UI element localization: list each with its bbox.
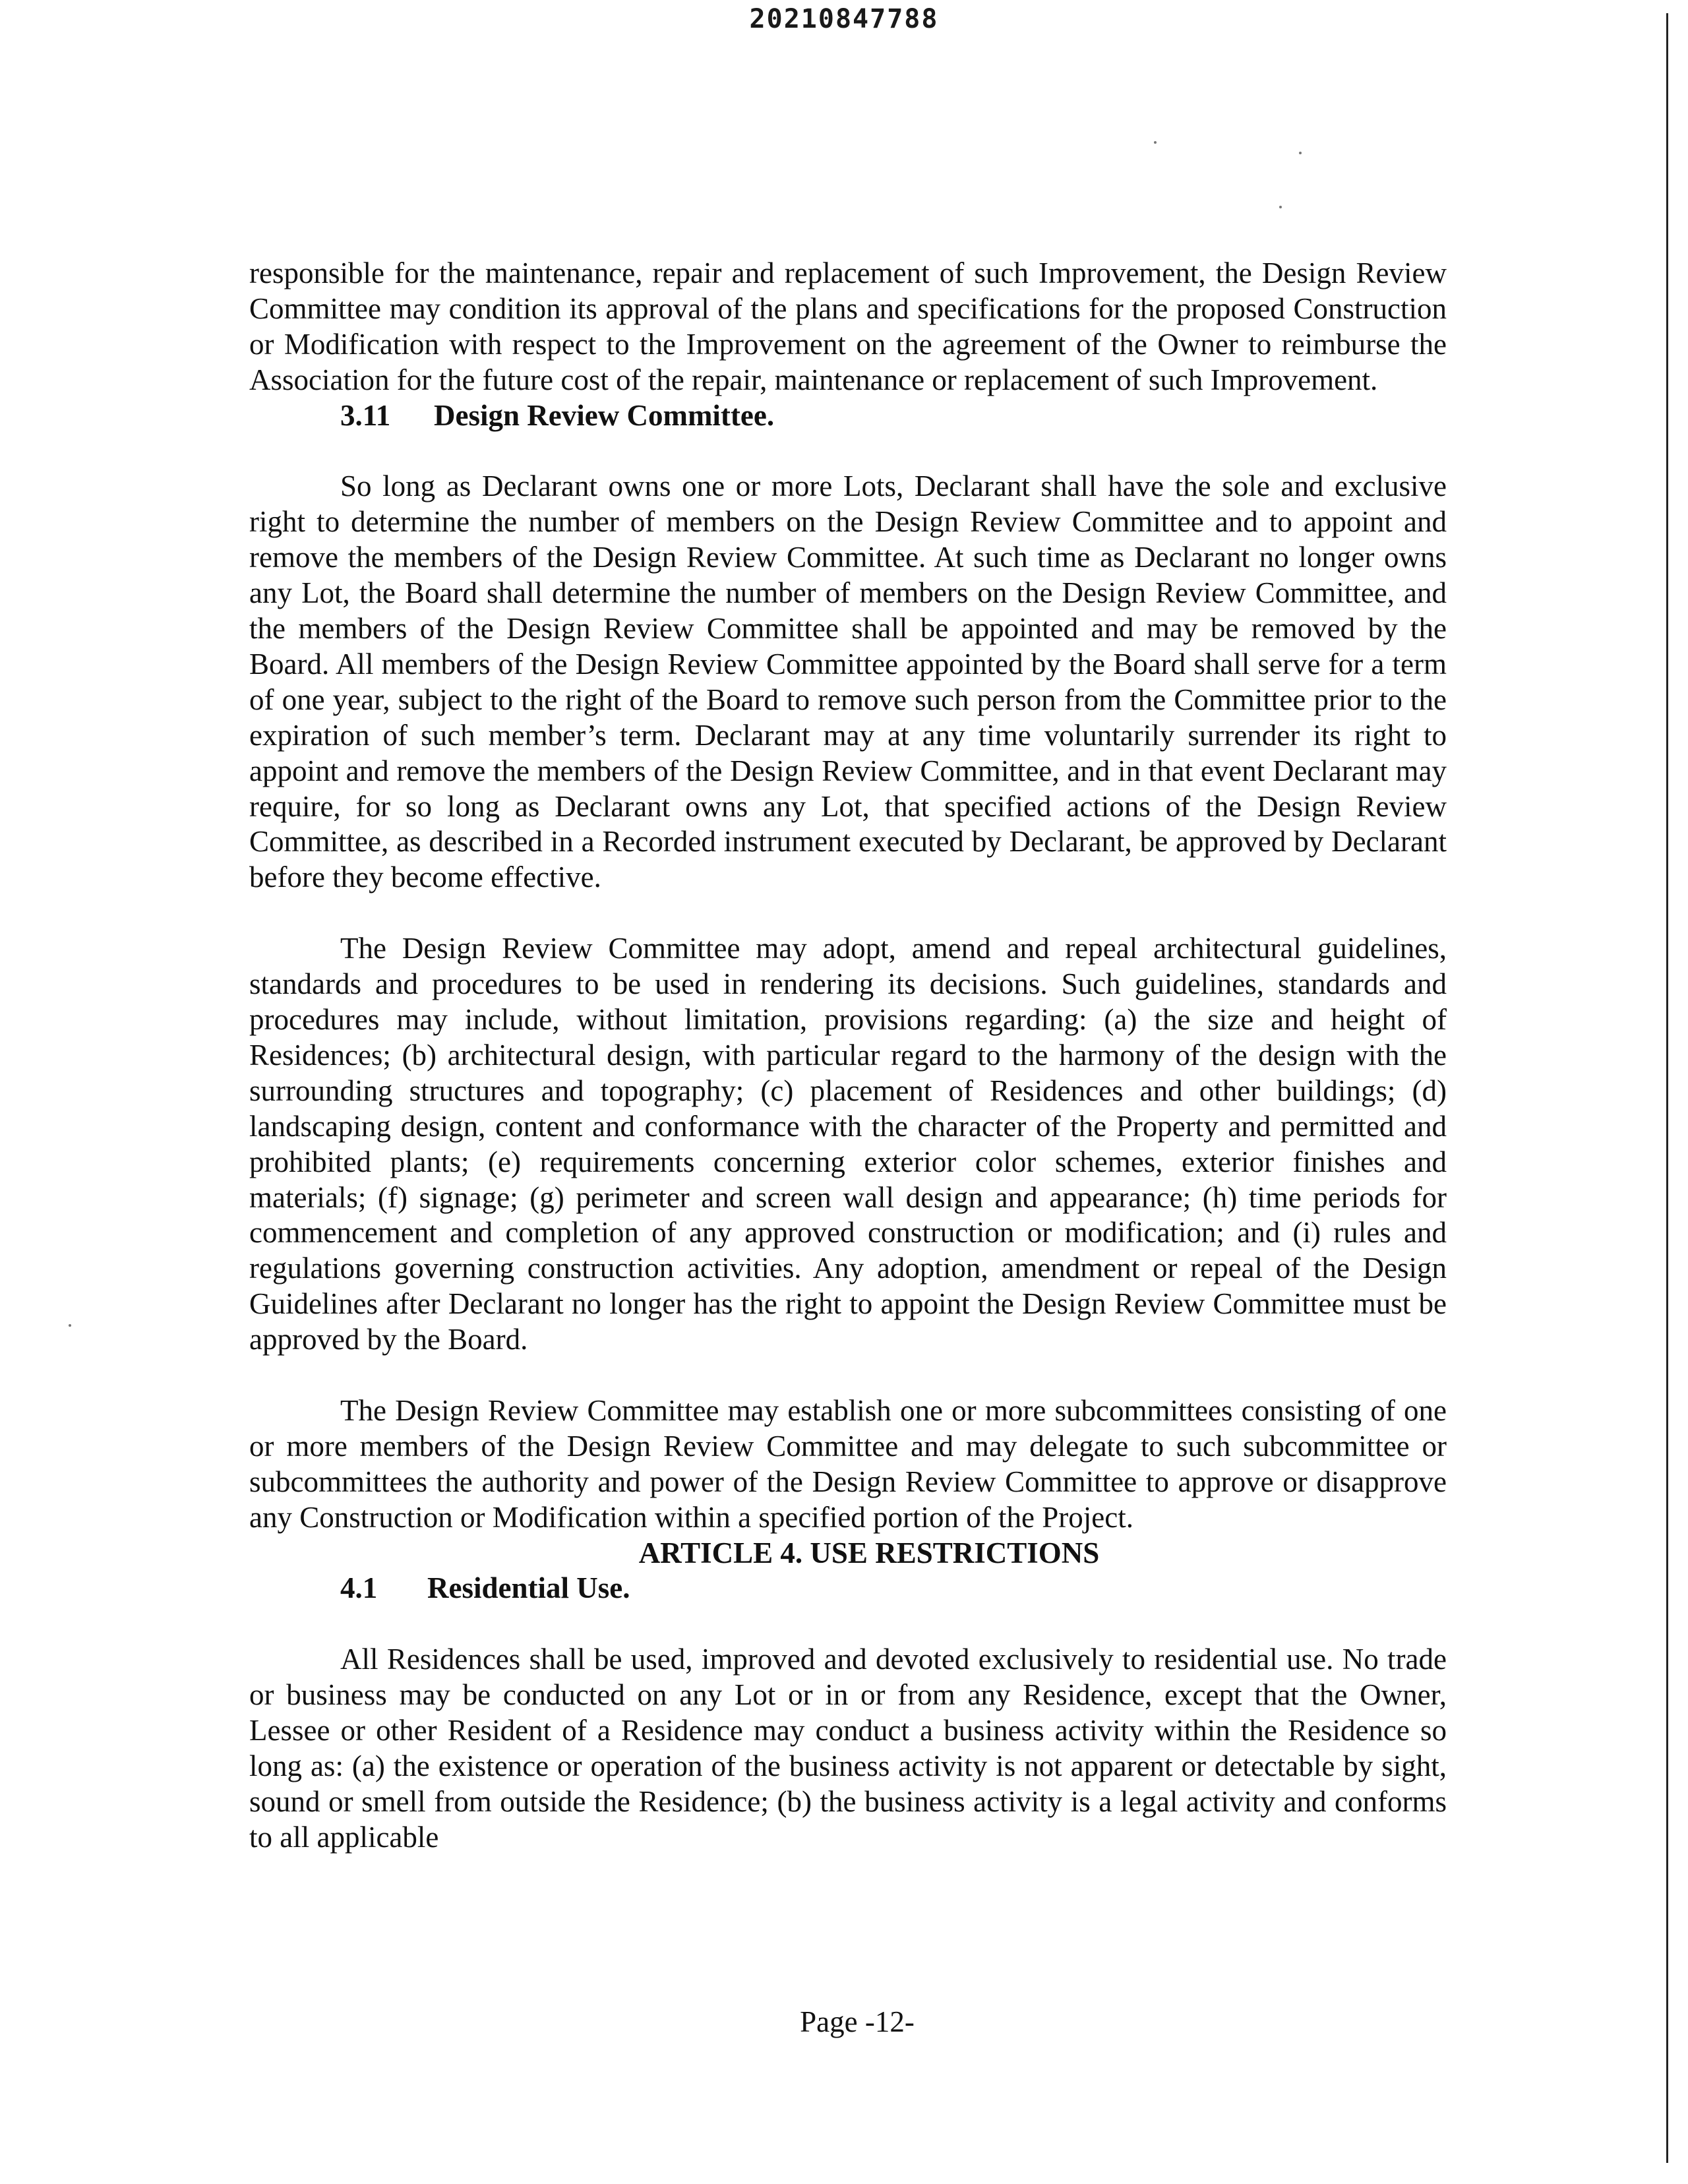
section-heading-4-1 <box>249 1571 1447 1606</box>
section-heading-3-11 <box>249 398 1447 434</box>
section-number: 3.11 <box>340 398 391 432</box>
section-number: 4.1 <box>340 1571 378 1605</box>
section-title: Residential Use. <box>427 1571 630 1605</box>
paragraph-subcommittees: The Design Review Committee may establish one or more subcommittees consisting of one or more members of the Design Review Committee and may delegate to such subcommittee or subcommittees the authority and power of the Design Review Committee to approve or disapprove any Construction or Modification within a specified portion of the Project. <box>249 1393 1447 1534</box>
paragraph-design-guidelines: The Design Review Committee may adopt, amend and repeal architectural guidelines, standards and procedures to be used in rendering its decisions. Such guidelines, standards and procedures may include, without limitation, provisions regarding: (a) the size and height of Residences; (b) architectural design, with particular regard to the harmony of the design with the surrounding structures and topography; (c) placement of Residences and other buildings; (d) landscaping design, content and conformance with the character of the Property and permitted and prohibited plants; (e) requirements concerning exterior color schemes, exterior finishes and materials; (f) signage; (g) perimeter and screen wall design and appearance; (h) time periods for commencement and completion of any approved construction or modification; and (i) rules and regulations governing construction activities. Any adoption, amendment or repeal of the Design Guidelines after Declarant no longer has the right to appoint the Design Review Committee must be approved by the Board. <box>249 932 1447 1356</box>
page-edge-line <box>1666 13 1668 2163</box>
scan-speck <box>1154 141 1157 144</box>
document-body <box>249 256 1447 1856</box>
article-heading: ARTICLE 4. USE RESTRICTIONS <box>638 1536 1100 1569</box>
paragraph-residential-use: All Residences shall be used, improved and devoted exclusively to residential use. No trade or business may be conducted on any Lot or in or from any Residence, except that the Owner, Lessee or other Resident of a Residence may conduct a business activity within the Residence so long as: (a) the existence or operation of the business activity is not apparent or detectable by sight, sound or smell from outside the Residence; (b) the business activity is a legal activity and conforms to all applicable <box>249 1643 1447 1854</box>
paragraph-continuation: responsible for the maintenance, repair and replacement of such Improvement, the Design Review Committee may condition its approval of the plans and specifications for the proposed Construction or Modification with respect to the Improvement on the agreement of the Owner to reimburse the Association for the future cost of the repair, maintenance or replacement of such Improvement. <box>249 257 1447 396</box>
document-number: 20210847788 <box>749 4 939 34</box>
scan-speck <box>69 1324 71 1327</box>
page-number: Page -12- <box>800 2005 915 2038</box>
scan-speck <box>1299 152 1302 154</box>
paragraph-committee-membership: So long as Declarant owns one or more Lots, Declarant shall have the sole and exclusive right to determine the number of members on the Design Review Committee and to appoint and remove the members of the Design Review Committee. At such time as Declarant no longer owns any Lot, the Board shall determine the number of members on the Design Review Committee, and the members of the Design Review Committee shall be appointed and may be removed by the Board. All members of the Design Review Committee appointed by the Board shall serve for a term of one year, subject to the right of the Board to remove such person from the Committee prior to the expiration of such member’s term. Declarant may at any time voluntarily surrender its right to appoint and remove the members of the Design Review Committee, and in that event Declarant may require, for so long as Declarant owns any Lot, that specified actions of the Design Review Committee, as described in a Recorded instrument executed by Declarant, be approved by Declarant before they become effective. <box>249 470 1447 894</box>
scan-speck <box>1279 206 1282 208</box>
section-title: Design Review Committee. <box>434 398 775 432</box>
